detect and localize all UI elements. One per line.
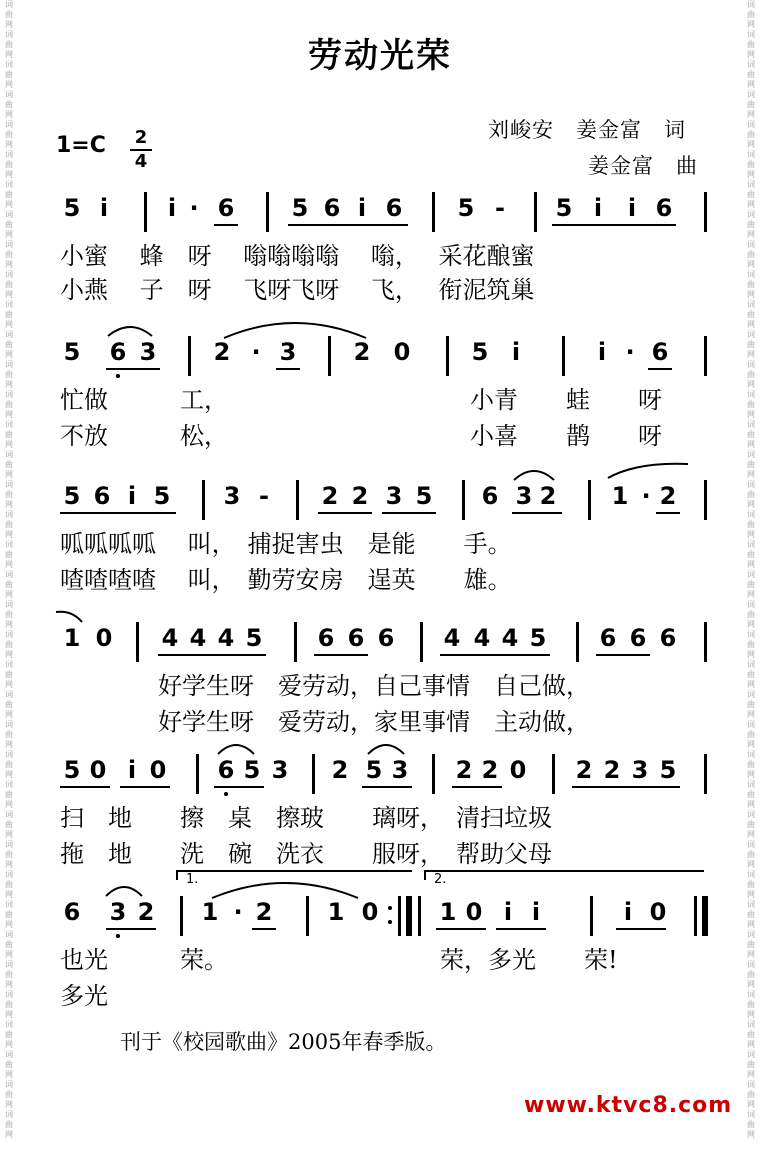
key-signature: 1=C [56, 133, 106, 158]
note: 6 [317, 624, 335, 652]
underline [648, 368, 672, 370]
note: 5 [243, 756, 261, 784]
note: · [625, 338, 635, 366]
lyric-line: 小青 蛙 呀 [470, 386, 662, 414]
note: 6 [385, 194, 403, 222]
note: 0 [465, 898, 483, 926]
note: · [641, 482, 651, 510]
dot [388, 906, 392, 910]
barline [202, 480, 205, 520]
barline [196, 754, 199, 794]
lyric-line: 好学生呀 爱劳动，自己事情 自己做， [158, 672, 590, 700]
note: i [511, 338, 521, 366]
volta-1 [176, 870, 412, 872]
underline [382, 512, 436, 514]
note: 6 [347, 624, 365, 652]
barline [432, 192, 435, 232]
underline [512, 512, 562, 514]
lyric-line: 喳喳喳喳 叫， 勤劳安房 逞英 雄。 [60, 566, 512, 594]
note: 4 [443, 624, 461, 652]
note: 2 [331, 756, 349, 784]
note: 3 [223, 482, 241, 510]
staff-system-5 [56, 754, 716, 794]
note: 2 [659, 482, 677, 510]
note: 2 [353, 338, 371, 366]
note: 0 [149, 756, 167, 784]
underline [214, 786, 264, 788]
note: 4 [217, 624, 235, 652]
barline [312, 754, 315, 794]
barline [188, 336, 191, 376]
underline [656, 512, 680, 514]
note: 4 [189, 624, 207, 652]
note: 3 [631, 756, 649, 784]
note: 6 [599, 624, 617, 652]
barline [590, 896, 593, 936]
note: i [503, 898, 513, 926]
note: 6 [109, 338, 127, 366]
barline [552, 754, 555, 794]
dot [116, 934, 120, 938]
volta-2-label: 2. [434, 872, 447, 887]
barline [704, 754, 707, 794]
note: - [259, 482, 269, 510]
note: i [597, 338, 607, 366]
time-signature [130, 128, 152, 172]
underline [106, 368, 160, 370]
note: 0 [393, 338, 411, 366]
note: 2 [351, 482, 369, 510]
staff-system-4 [56, 622, 716, 662]
lyric-line: 呱呱呱呱 叫， 捕捉害虫 是能 手。 [60, 530, 512, 558]
note: 2 [213, 338, 231, 366]
note: 4 [473, 624, 491, 652]
note: i [127, 756, 137, 784]
note: i [127, 482, 137, 510]
note: i [623, 898, 633, 926]
underline [120, 786, 170, 788]
note: 5 [63, 194, 81, 222]
note: i [531, 898, 541, 926]
lyric-line: 小燕 子 呀 飞呀飞呀 飞， 衔泥筑巢 [60, 276, 535, 304]
side-watermark-left: 词 曲 网 词 曲 网 词 曲 网 词 曲 网 词 曲 网 词 曲 网 词 曲 网 词 曲 网 词 曲 网 词 曲 网 词 曲 网 词 曲 网 词 曲 网 词 曲 网 词 曲 网 词 曲 网 词 曲 网 词 曲 网 词 曲 网 词 曲 网 词 曲 网 词 曲 网 词 曲 网 词 曲 网 词 曲 网 词 曲 网 词 曲 网 词 曲 网 词 曲 网 词 曲 网 词 曲 网 词 曲 网 词 曲 网 词 曲 网 词 曲 网 词 曲 网 词 曲 网 词 曲 网 [5, 0, 13, 1139]
dot [224, 792, 228, 796]
barline [432, 754, 435, 794]
barline [296, 480, 299, 520]
underline [362, 786, 412, 788]
note: 2 [539, 482, 557, 510]
note: 5 [291, 194, 309, 222]
note: 3 [279, 338, 297, 366]
barline [136, 622, 139, 662]
note: 1 [201, 898, 219, 926]
underline [552, 224, 676, 226]
note: 0 [649, 898, 667, 926]
note: 2 [455, 756, 473, 784]
note: 2 [603, 756, 621, 784]
note: 0 [509, 756, 527, 784]
note: 2 [137, 898, 155, 926]
note: 5 [153, 482, 171, 510]
barline [398, 896, 401, 936]
note: 3 [139, 338, 157, 366]
underline [572, 786, 680, 788]
note: i [357, 194, 367, 222]
lyric-line: 小喜 鹊 呀 [470, 422, 662, 450]
composer-credit: 姜金富 曲 [588, 154, 698, 178]
note: 6 [629, 624, 647, 652]
note: 6 [377, 624, 395, 652]
barline [418, 896, 421, 936]
underline [158, 654, 266, 656]
note: 6 [323, 194, 341, 222]
note: 5 [529, 624, 547, 652]
note: 0 [361, 898, 379, 926]
lyric-line: 扫 地 擦 桌 擦玻 璃呀， 清扫垃圾 [60, 804, 552, 832]
underline [276, 368, 300, 370]
barline [562, 336, 565, 376]
note: 5 [457, 194, 475, 222]
note: 1 [63, 624, 81, 652]
volta-1-label: 1. [186, 872, 199, 887]
note: 6 [659, 624, 677, 652]
barline [704, 192, 707, 232]
note: 5 [415, 482, 433, 510]
barline [306, 896, 309, 936]
time-denominator: 4 [134, 151, 148, 172]
side-watermark-right: 词 曲 网 词 曲 网 词 曲 网 词 曲 网 词 曲 网 词 曲 网 词 曲 网 词 曲 网 词 曲 网 词 曲 网 词 曲 网 词 曲 网 词 曲 网 词 曲 网 词 曲 网 词 曲 网 词 曲 网 词 曲 网 词 曲 网 词 曲 网 词 曲 网 词 曲 网 词 曲 网 词 曲 网 词 曲 网 词 曲 网 词 曲 网 词 曲 网 词 曲 网 词 曲 网 词 曲 网 词 曲 网 词 曲 网 词 曲 网 词 曲 网 词 曲 网 词 曲 网 词 曲 网 [747, 0, 755, 1139]
barline [406, 896, 412, 936]
note: 2 [321, 482, 339, 510]
lyric-line: 多光 [60, 982, 108, 1010]
underline [214, 224, 238, 226]
note: 3 [391, 756, 409, 784]
note: 3 [515, 482, 533, 510]
note: 5 [245, 624, 263, 652]
underline [496, 928, 546, 930]
barline [294, 622, 297, 662]
lyric-line: 荣，多光 荣! [440, 946, 618, 974]
note: 4 [501, 624, 519, 652]
note: 6 [651, 338, 669, 366]
lyric-line: 拖 地 洗 碗 洗衣 服呀， 帮助父母 [60, 840, 552, 868]
note: i [627, 194, 637, 222]
note: 6 [93, 482, 111, 510]
note: 6 [217, 194, 235, 222]
note: 3 [109, 898, 127, 926]
underline [596, 654, 650, 656]
underline [60, 786, 110, 788]
dot [116, 374, 120, 378]
barline [446, 336, 449, 376]
note: 6 [63, 898, 81, 926]
note: 0 [95, 624, 113, 652]
barline [702, 896, 708, 936]
lyricist-credit: 刘峻安 姜金富 词 [488, 118, 686, 142]
note: 3 [385, 482, 403, 510]
staff-system-6 [56, 896, 716, 936]
barline [704, 336, 707, 376]
note: 5 [63, 482, 81, 510]
barline [694, 896, 697, 936]
note: i [167, 194, 177, 222]
note: 5 [63, 338, 81, 366]
volta-2 [424, 870, 704, 872]
lyric-line: 好学生呀 爱劳动，家里事情 主动做， [158, 708, 590, 736]
underline [318, 512, 372, 514]
time-numerator: 2 [134, 127, 148, 148]
underline [106, 928, 156, 930]
barline [704, 622, 707, 662]
note: 6 [655, 194, 673, 222]
note: 6 [481, 482, 499, 510]
note: 1 [327, 898, 345, 926]
staff-system-3 [56, 480, 716, 520]
barline [576, 622, 579, 662]
staff-system-1 [56, 192, 716, 232]
barline [534, 192, 537, 232]
barline [704, 480, 707, 520]
footnote: 刊于《校园歌曲》2005年春季版。 [120, 1030, 447, 1054]
note: 5 [659, 756, 677, 784]
barline [462, 480, 465, 520]
note: i [99, 194, 109, 222]
dot [388, 920, 392, 924]
note: 1 [439, 898, 457, 926]
note: 2 [575, 756, 593, 784]
underline [288, 224, 408, 226]
lyric-line: 不放 松， [60, 422, 228, 450]
song-title: 劳动光荣 [308, 36, 452, 76]
note: 5 [471, 338, 489, 366]
site-watermark: www.ktvc8.com [524, 1093, 733, 1118]
underline [314, 654, 368, 656]
lyric-line: 小蜜 蜂 呀 嗡嗡嗡嗡 嗡， 采花酿蜜 [60, 242, 535, 270]
slur-to-next [606, 462, 690, 480]
note: 3 [271, 756, 289, 784]
barline [180, 896, 183, 936]
underline [440, 654, 550, 656]
note: 0 [89, 756, 107, 784]
staff-system-2 [56, 336, 716, 376]
note: · [251, 338, 261, 366]
note: 5 [63, 756, 81, 784]
underline [616, 928, 666, 930]
barline [328, 336, 331, 376]
note: 4 [161, 624, 179, 652]
note: - [495, 194, 505, 222]
note: i [593, 194, 603, 222]
lyric-line: 也光 荣。 [60, 946, 228, 974]
note: 2 [255, 898, 273, 926]
underline [60, 512, 176, 514]
note: 5 [555, 194, 573, 222]
underline [252, 928, 276, 930]
note: 5 [365, 756, 383, 784]
barline [266, 192, 269, 232]
note: 2 [481, 756, 499, 784]
barline [588, 480, 591, 520]
barline [420, 622, 423, 662]
barline [144, 192, 147, 232]
lyric-line: 忙做 工， [60, 386, 228, 414]
note: · [233, 898, 243, 926]
note: · [189, 194, 199, 222]
underline [436, 928, 486, 930]
note: 6 [217, 756, 235, 784]
note: 1 [611, 482, 629, 510]
underline [452, 786, 502, 788]
